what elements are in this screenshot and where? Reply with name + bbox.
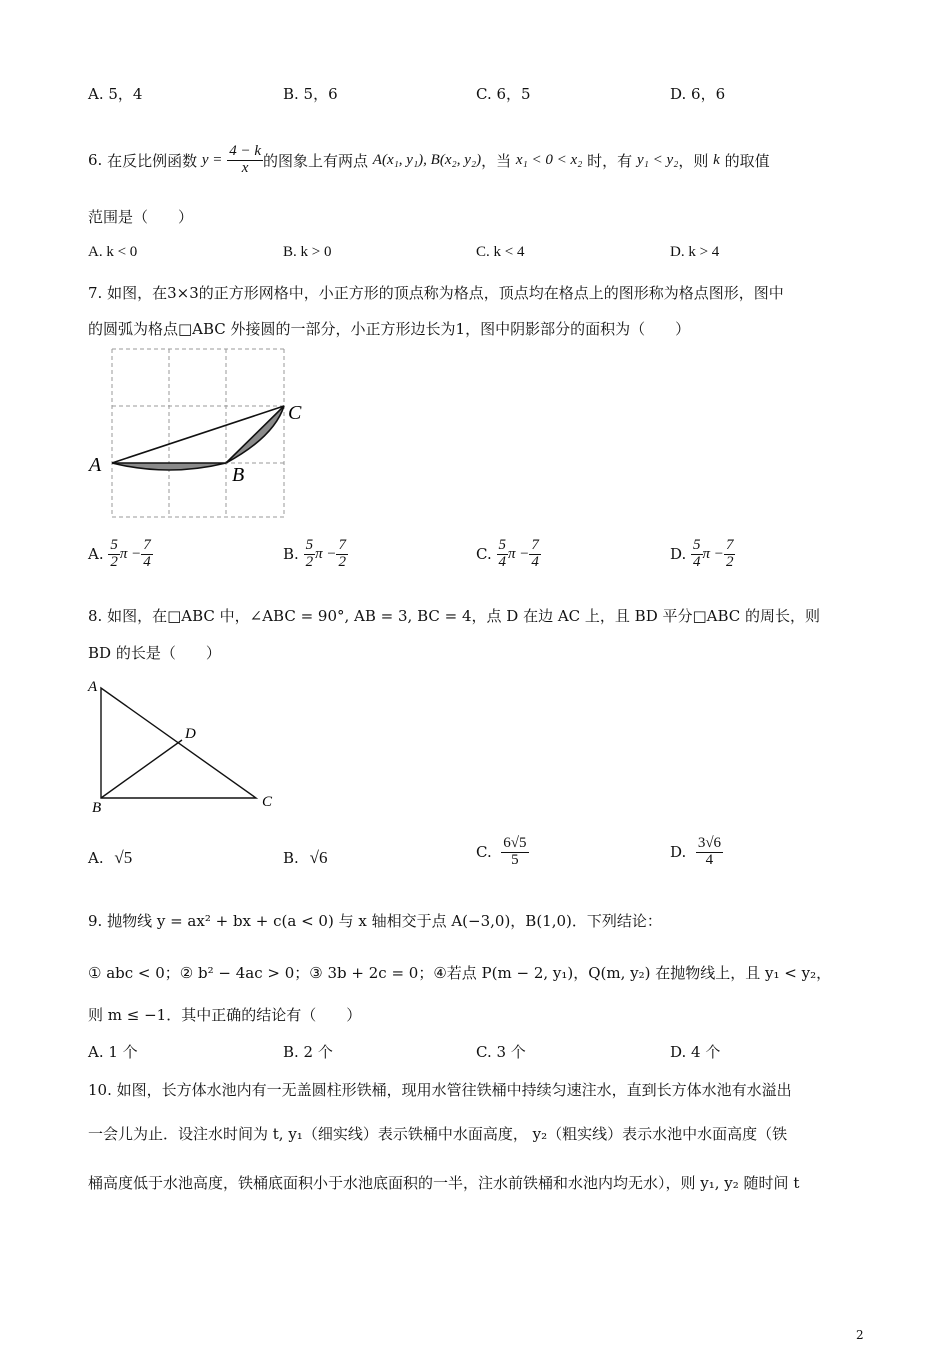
q7-a-den1: 2	[110, 553, 118, 570]
q8-label-b: B	[92, 800, 102, 816]
q10-line3: 桶高度低于水池高度，铁桶底面积小于水池底面积的一半，注水前铁桶和水池内均无水），则 y₁, y₂ 随时间 t	[88, 1174, 800, 1192]
q6-option-a: A. k < 0	[88, 244, 138, 260]
q6-text-f: 的取值	[724, 151, 770, 170]
q6-line1	[88, 136, 770, 184]
q7-b-den1: 2	[305, 553, 314, 570]
q6-points: A(x₁, y₁), B(x₂, y₂)	[372, 151, 482, 168]
q6-cond2: y₁ < y₂	[636, 151, 679, 168]
q7-b-den2: 2	[338, 553, 346, 570]
q8-label-a: A	[88, 679, 98, 695]
q8-option-b	[283, 848, 327, 868]
q7-d-den1: 4	[693, 553, 701, 570]
q9-line3: 则 m ≤ −1．其中正确的结论有（ ）	[88, 1006, 362, 1024]
q7-a-pi: π −	[119, 545, 142, 562]
q8-d-num: 3√6	[697, 835, 722, 851]
q9-option-a: A. 1 个	[88, 1043, 138, 1061]
q7-b-num2: 7	[338, 537, 346, 553]
q7-c-den1: 4	[498, 553, 506, 570]
q6-fraction	[227, 144, 263, 177]
q10-line1: 10. 如图，长方体水池内有一无盖圆柱形铁桶，现用水管往铁桶中持续匀速注水，直到长方体水池有水溢出	[88, 1081, 792, 1099]
q7-a-num1: 5	[110, 537, 118, 553]
q7-c-num1: 5	[498, 537, 506, 553]
q8-segment-bd	[101, 740, 182, 798]
q7-a-num2: 7	[143, 537, 151, 553]
q9-option-c: C. 3 个	[476, 1043, 526, 1061]
q6-text-c: ，当	[481, 151, 512, 170]
q7-a-den2: 4	[143, 553, 151, 570]
q9-line1: 9. 抛物线 y = ax² + bx + c(a < 0) 与 x 轴相交于点 A(−3,0)，B(1,0)．下列结论：	[88, 912, 662, 930]
q6-frac-num: 4 − k	[229, 142, 261, 159]
q10-line2: 一会儿为止．设注水时间为 t, y₁（细实线）表示铁桶中水面高度， y₂（粗实线）表示水池中水面高度（铁	[88, 1125, 788, 1143]
q5-option-d: D. 6，6	[670, 85, 726, 103]
q8-c-num: 6√5	[503, 835, 527, 851]
q7-d-num2: 7	[725, 537, 734, 553]
q6-option-d: D. k > 4	[670, 244, 720, 260]
q8-figure	[86, 674, 286, 816]
q7-option-d	[670, 538, 735, 571]
q6-text-e: ，则	[678, 151, 709, 170]
q8-label-d: D	[185, 726, 196, 742]
q8-option-a	[88, 848, 132, 868]
q7-option-b	[283, 538, 348, 571]
q9-line2: ① abc < 0；② b² − 4ac > 0；③ 3b + 2c = 0；④若点 P(m − 2, y₁)，Q(m, y₂) 在抛物线上，且 y₁ < y₂，	[88, 964, 832, 982]
q5-option-a: A. 5，4	[88, 85, 143, 103]
q5-option-c: C. 6，5	[476, 85, 531, 103]
q7-option-c	[476, 538, 541, 571]
q7-line2: 的圆弧为格点□ABC 外接圆的一部分，小正方形边长为1，图中阴影部分的面积为（ ）	[88, 320, 691, 338]
q7-label-b: B	[232, 464, 245, 486]
q7-option-a	[88, 538, 153, 571]
q8-line1: 8. 如图，在□ABC 中，∠ABC = 90°, AB = 3, BC = 4，点 D 在边 AC 上，且 BD 平分□ABC 的周长，则	[88, 607, 821, 625]
q7-d-num1: 5	[693, 537, 701, 553]
q9-option-d: D. 4 个	[670, 1043, 721, 1061]
q7-b-num1: 5	[305, 537, 314, 553]
q8-option-a-value: √5	[114, 848, 133, 867]
q6-text-b: 的图象上有两点	[262, 151, 368, 170]
q8-option-d	[670, 836, 723, 869]
q8-line2: BD 的长是（ ）	[88, 644, 221, 662]
q6-option-b: B. k > 0	[283, 244, 332, 260]
q7-line1: 7. 如图，在3×3的正方形网格中，小正方形的顶点称为格点，顶点均在格点上的图形称为格点图形，图中	[88, 284, 784, 302]
q7-label-a: A	[89, 454, 102, 476]
q8-option-b-letter: B.	[283, 849, 299, 867]
q6-var-k: k	[713, 151, 720, 168]
q7-figure	[84, 345, 302, 523]
q7-shaded-region-ab	[112, 463, 226, 470]
q8-option-c-letter: C.	[476, 843, 492, 862]
q7-shaded-region-bc	[226, 406, 284, 463]
q8-option-c	[476, 836, 529, 869]
q6-text-d: 时，有	[587, 151, 633, 170]
q7-option-c-letter: C.	[476, 545, 492, 564]
q7-c-pi: π −	[508, 545, 530, 562]
q8-option-a-letter: A.	[88, 849, 104, 867]
q7-b-pi: π −	[315, 545, 337, 562]
q8-d-den: 4	[705, 851, 714, 868]
q7-label-c: C	[288, 402, 302, 424]
q6-func-lhs: y =	[201, 151, 223, 168]
q6-line2: 范围是（ ）	[88, 208, 194, 226]
q7-option-b-letter: B.	[283, 545, 299, 564]
q8-option-d-letter: D.	[670, 843, 687, 862]
q7-d-den2: 2	[725, 553, 734, 570]
q7-option-a-letter: A.	[88, 545, 104, 564]
q7-d-pi: π −	[702, 545, 724, 562]
q7-c-den2: 4	[531, 553, 539, 570]
q6-number: 6.	[88, 151, 103, 169]
q8-label-c: C	[262, 794, 273, 810]
q8-option-b-value: √6	[309, 848, 328, 867]
q9-option-b: B. 2 个	[283, 1043, 333, 1061]
q6-frac-den: x	[241, 159, 249, 176]
q7-c-num2: 7	[531, 537, 539, 553]
q7-option-d-letter: D.	[670, 545, 687, 564]
q8-c-den: 5	[511, 851, 519, 868]
q6-cond: x₁ < 0 < x₂	[515, 151, 583, 168]
page-number: 2	[856, 1328, 864, 1342]
q5-option-b: B. 5，6	[283, 85, 338, 103]
q6-option-c: C. k < 4	[476, 244, 525, 260]
q6-text-a: 在反比例函数	[107, 151, 198, 170]
